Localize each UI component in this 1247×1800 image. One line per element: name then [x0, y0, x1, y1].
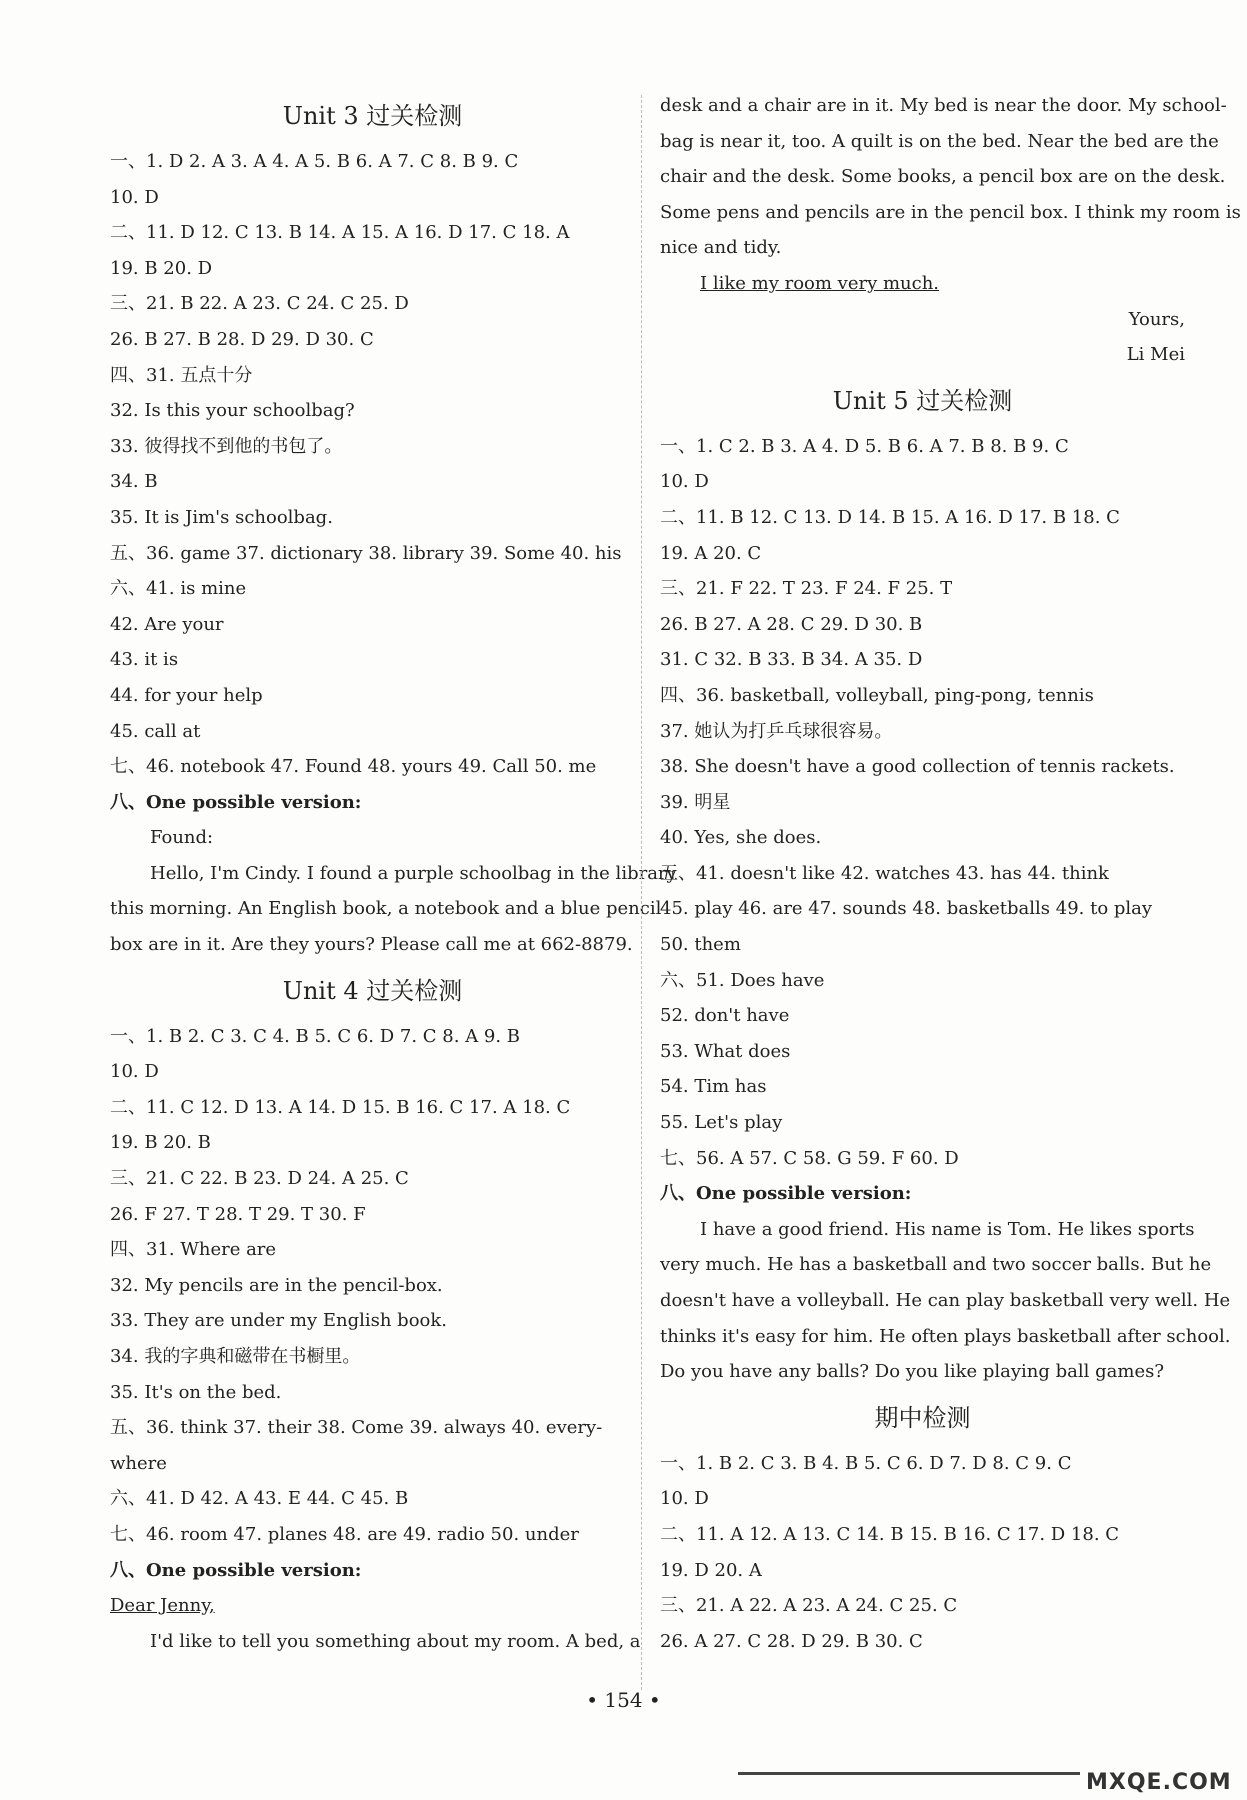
answer-line: 26. B 27. B 28. D 29. D 30. C	[110, 328, 374, 350]
answer-line: 三、21. A 22. A 23. A 24. C 25. C	[660, 1595, 958, 1617]
answer-line: 一、1. B 2. C 3. C 4. B 5. C 6. D 7. C 8. A 9. B	[110, 1025, 521, 1047]
answer-line: 32. My pencils are in the pencil-box.	[110, 1274, 443, 1296]
answer-line: 八、One possible version:	[660, 1183, 912, 1205]
answer-line: 四、31. 五点十分	[110, 364, 253, 386]
section-heading: 期中检测	[874, 1403, 971, 1432]
left-column	[110, 88, 677, 1659]
answer-line: 八、One possible version:	[110, 791, 362, 813]
answer-line: doesn't have a volleyball. He can play basketball very well. He	[660, 1290, 1231, 1311]
answer-line: Found:	[150, 827, 214, 849]
watermark-logo	[1080, 1735, 1240, 1795]
answer-line: 八、One possible version:	[110, 1559, 362, 1581]
answer-line: 二、11. D 12. C 13. B 14. A 15. A 16. D 17. C 18. A	[110, 222, 570, 244]
answer-line: 42. Are your	[110, 613, 224, 635]
answer-line: 33. They are under my English book.	[110, 1310, 447, 1332]
section-heading: Unit 4 过关检测	[282, 976, 463, 1005]
answer-line: chair and the desk. Some books, a pencil box are on the desk.	[660, 166, 1226, 188]
answer-line: 10. D	[110, 186, 159, 208]
answer-line: 10. D	[110, 1061, 159, 1083]
answer-line: 六、41. is mine	[110, 578, 247, 600]
answer-line: 52. don't have	[660, 1005, 790, 1027]
answer-line: this morning. An English book, a notebook and a blue pencil	[110, 898, 662, 920]
answer-line: 七、46. notebook 47. Found 48. yours 49. Call 50. me	[110, 756, 597, 778]
answer-line: box are in it. Are they yours? Please call me at 662-8879.	[110, 934, 633, 956]
answer-line: 五、36. game 37. dictionary 38. library 39. Some 40. his	[110, 542, 622, 564]
answer-line: nice and tidy.	[660, 237, 782, 259]
answer-line: 34. B	[110, 471, 158, 493]
answer-line: Some pens and pencils are in the pencil box. I think my room is	[660, 201, 1241, 223]
answer-line: 三、21. C 22. B 23. D 24. A 25. C	[110, 1168, 409, 1190]
answer-line: 54. Tim has	[660, 1076, 767, 1098]
answer-line: 44. for your help	[110, 684, 263, 706]
answer-line: 35. It is Jim's schoolbag.	[110, 506, 333, 528]
answer-line: thinks it's easy for him. He often plays basketball after school.	[660, 1325, 1231, 1347]
answer-line: bag is near it, too. A quilt is on the bed. Near the bed are the	[660, 130, 1219, 152]
answer-line: 50. them	[660, 934, 741, 956]
answer-line: 39. 明星	[660, 791, 731, 813]
answer-line: 37. 她认为打乒乓球很容易。	[660, 720, 893, 742]
right-column	[660, 88, 1241, 1659]
answer-line: I have a good friend. His name is Tom. He likes sports	[700, 1218, 1195, 1240]
answer-line: 55. Let's play	[660, 1112, 783, 1134]
answer-line: Hello, I'm Cindy. I found a purple schoolbag in the library	[150, 862, 677, 884]
answer-line: 三、21. F 22. T 23. F 24. F 25. T	[660, 578, 953, 600]
answer-line: very much. He has a basketball and two soccer balls. But he	[660, 1254, 1212, 1276]
answer-line: 32. Is this your schoolbag?	[110, 400, 355, 422]
answer-line: 19. B 20. B	[110, 1132, 211, 1154]
answer-line: 一、1. B 2. C 3. B 4. B 5. C 6. D 7. D 8. C 9. C	[660, 1452, 1072, 1474]
answer-line: 34. 我的字典和磁带在书橱里。	[110, 1346, 361, 1367]
answer-line: Dear Jenny,	[110, 1595, 215, 1617]
answer-line: 五、41. doesn't like 42. watches 43. has 44. think	[660, 862, 1109, 884]
page-number: • 154 •	[586, 1688, 661, 1712]
answer-line: 四、36. basketball, volleyball, ping-pong, tennis	[660, 684, 1094, 706]
answer-line: 19. A 20. C	[660, 542, 762, 564]
answer-line: 26. B 27. A 28. C 29. D 30. B	[660, 613, 923, 635]
footer-rule	[738, 1772, 1080, 1775]
answer-line: 45. call at	[110, 720, 201, 742]
answer-line: 六、41. D 42. A 43. E 44. C 45. B	[110, 1488, 409, 1510]
answer-line: 四、31. Where are	[110, 1239, 277, 1261]
answer-line: 45. play 46. are 47. sounds 48. basketballs 49. to play	[660, 898, 1153, 920]
answer-line: 26. F 27. T 28. T 29. T 30. F	[110, 1203, 366, 1225]
answer-line: 二、11. B 12. C 13. D 14. B 15. A 16. D 17. B 18. C	[660, 506, 1120, 528]
answer-line: 31. C 32. B 33. B 34. A 35. D	[660, 649, 923, 671]
answer-line: Yours,	[1128, 308, 1185, 330]
answer-line: 二、11. A 12. A 13. C 14. B 15. B 16. C 17. D 18. C	[660, 1523, 1120, 1545]
answer-line: 33. 彼得找不到他的书包了。	[110, 435, 343, 457]
answer-line: 三、21. B 22. A 23. C 24. C 25. D	[110, 293, 409, 315]
answer-line: 35. It's on the bed.	[110, 1381, 282, 1403]
answer-line: 七、56. A 57. C 58. G 59. F 60. D	[660, 1147, 959, 1169]
answer-line: 二、11. C 12. D 13. A 14. D 15. B 16. C 17. A 18. C	[110, 1096, 571, 1118]
answer-line: 40. Yes, she does.	[660, 827, 822, 849]
answer-line: 一、1. D 2. A 3. A 4. A 5. B 6. A 7. C 8. B 9. C	[110, 151, 519, 172]
answer-line: 10. D	[660, 1488, 709, 1510]
answer-line: 10. D	[660, 471, 709, 493]
answer-line: 六、51. Does have	[660, 969, 825, 991]
answer-line: I'd like to tell you something about my room. A bed, a	[150, 1630, 641, 1652]
answer-line: where	[110, 1452, 167, 1474]
answer-line: 26. A 27. C 28. D 29. B 30. C	[660, 1630, 923, 1652]
answer-line: 七、46. room 47. planes 48. are 49. radio 50. under	[110, 1523, 579, 1545]
answer-line: 19. B 20. D	[110, 257, 213, 279]
answer-line: Do you have any balls? Do you like playing ball games?	[660, 1361, 1164, 1383]
answer-line: 38. She doesn't have a good collection of tennis rackets.	[660, 756, 1175, 778]
answer-line: desk and a chair are in it. My bed is near the door. My school-	[660, 95, 1227, 116]
answer-line: 53. What does	[660, 1040, 791, 1062]
answer-line: 43. it is	[110, 649, 179, 671]
answer-line: 19. D 20. A	[660, 1559, 762, 1581]
answer-line: I like my room very much.	[700, 272, 940, 294]
section-heading: Unit 5 过关检测	[832, 386, 1013, 415]
column-divider	[641, 95, 642, 1690]
watermark-text: MXQE.COM	[1086, 1770, 1232, 1795]
answer-line: 五、36. think 37. their 38. Come 39. always 40. every-	[110, 1417, 603, 1439]
section-heading: Unit 3 过关检测	[282, 102, 463, 130]
answer-line: 一、1. C 2. B 3. A 4. D 5. B 6. A 7. B 8. B 9. C	[660, 435, 1069, 457]
answer-line: Li Mei	[1126, 344, 1185, 366]
